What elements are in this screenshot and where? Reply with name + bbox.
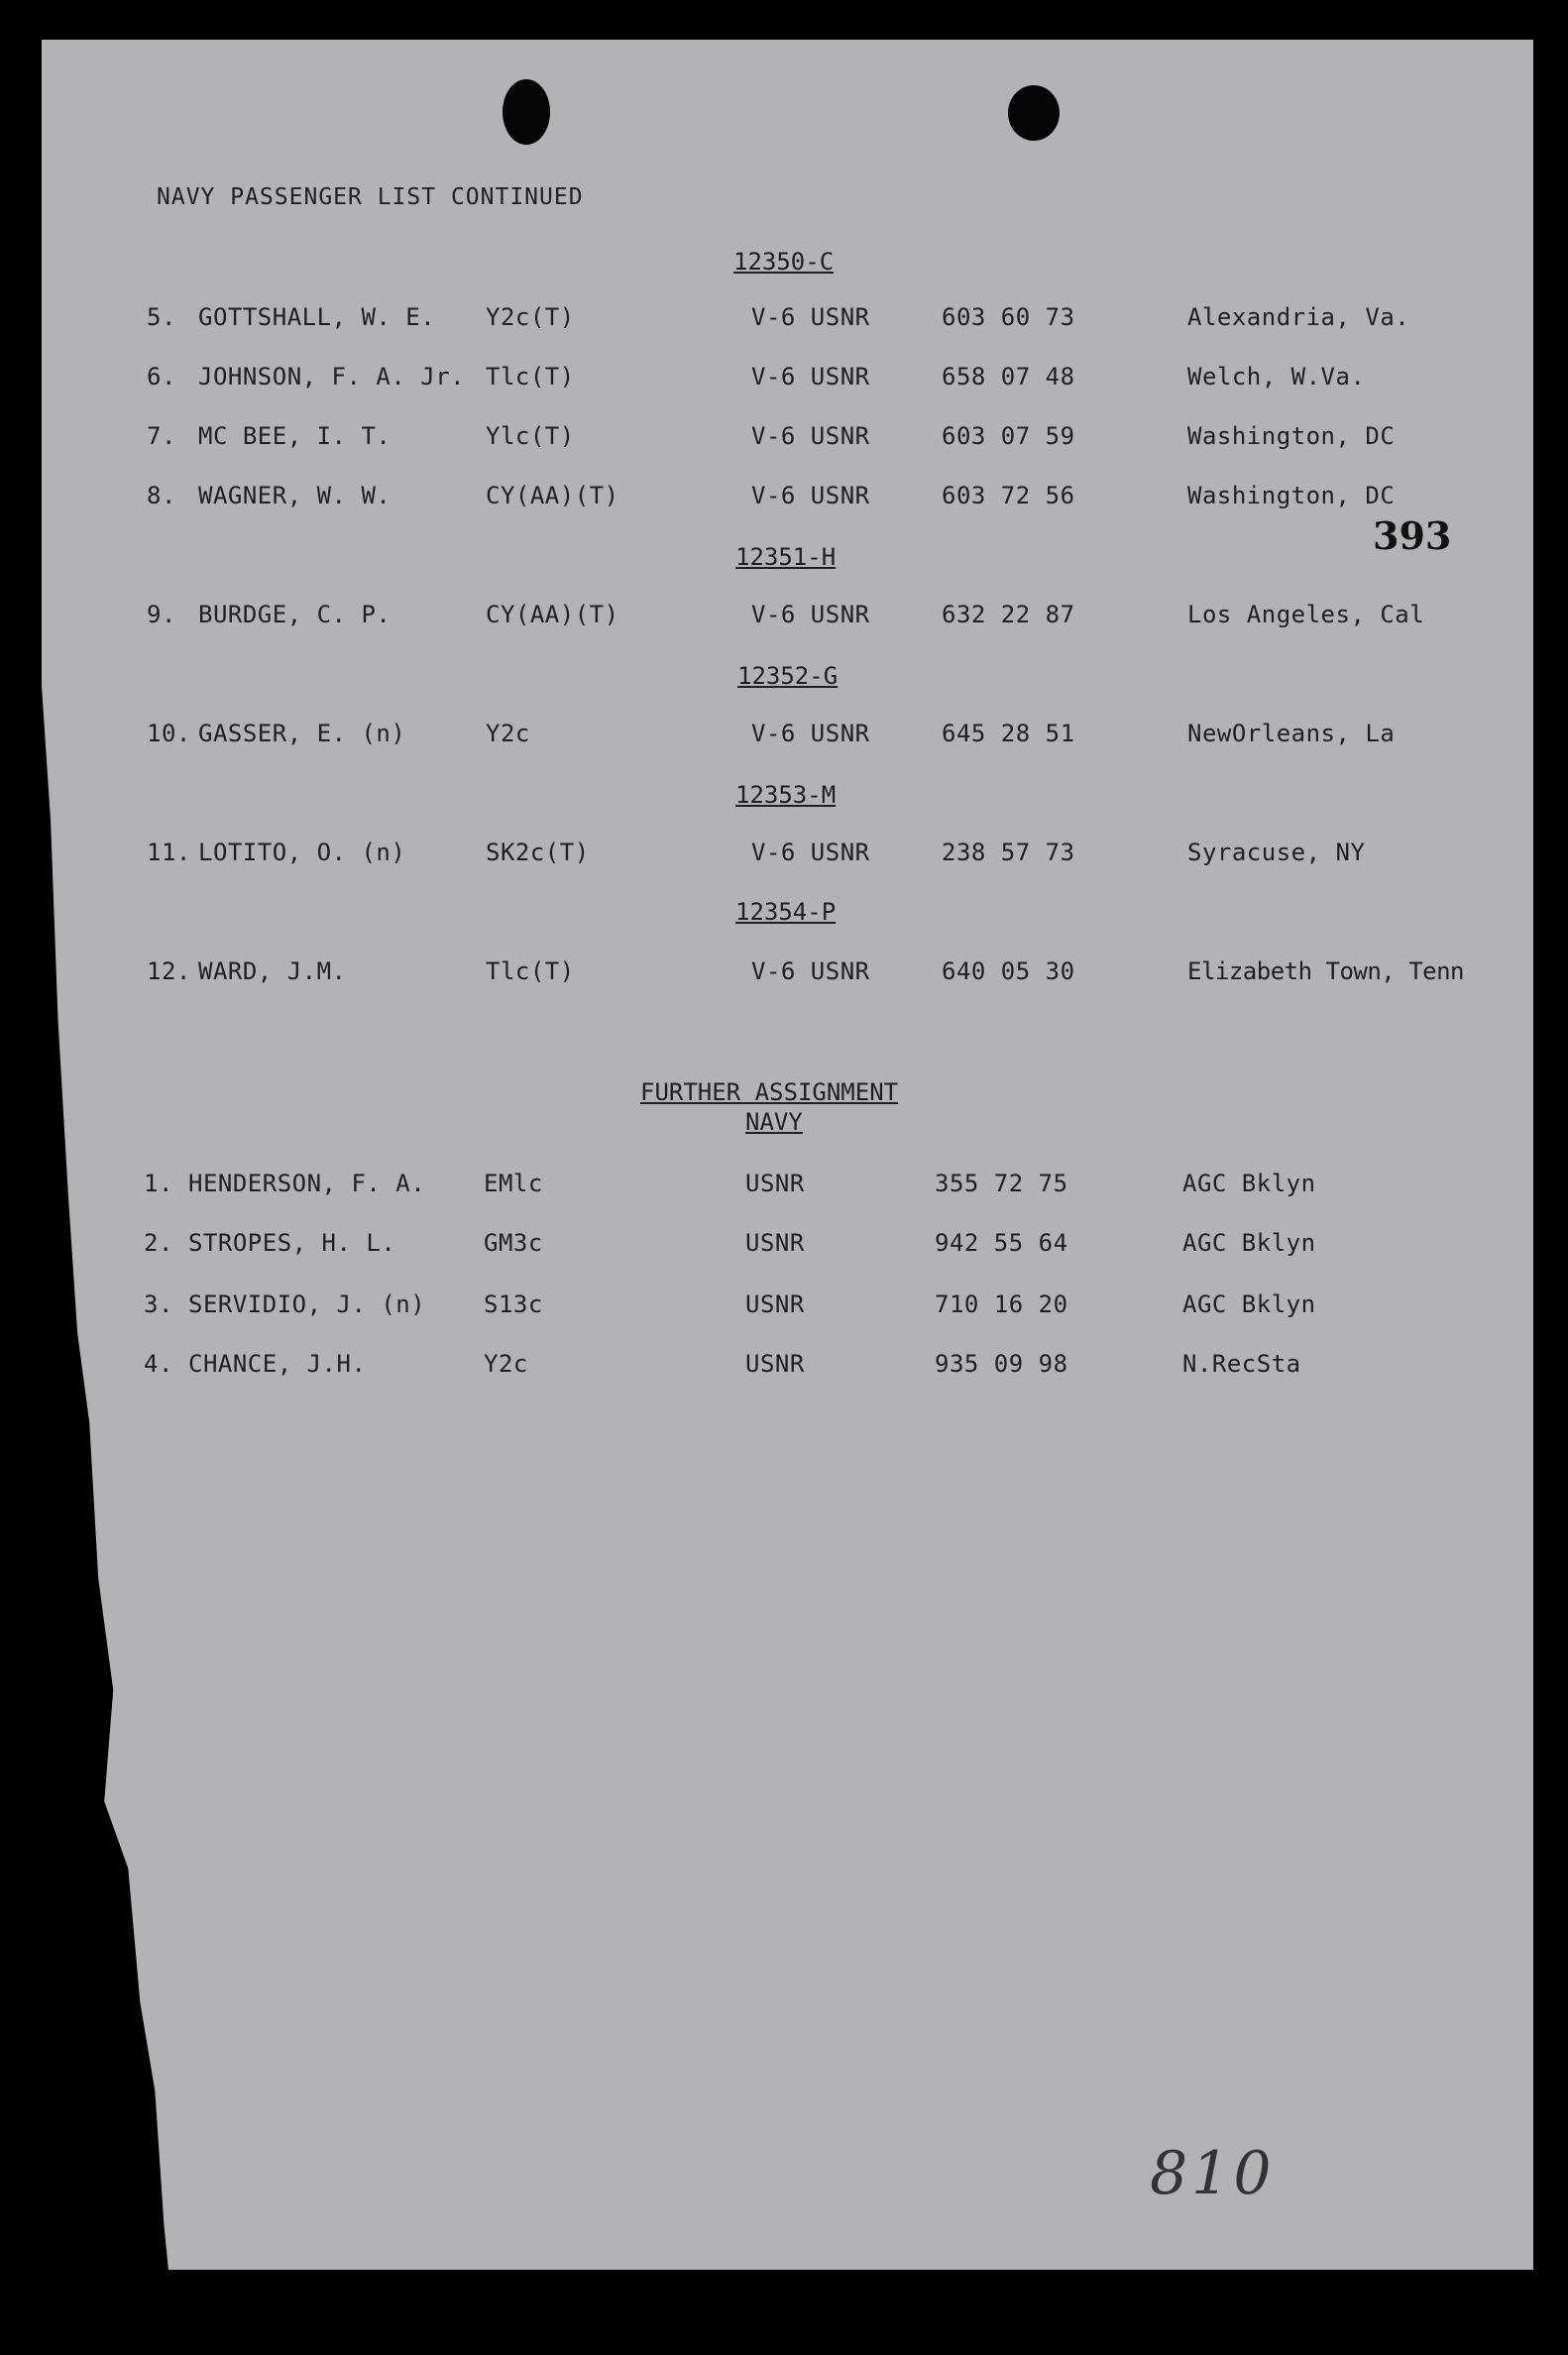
entry-service-number: 942 55 64 <box>935 1229 1068 1257</box>
entry-name: STROPES, H. L. <box>188 1229 396 1257</box>
entry-class: USNR <box>745 1350 805 1378</box>
punch-hole-left <box>503 79 550 145</box>
entry-home: N.RecSta <box>1182 1350 1301 1378</box>
punch-hole-right <box>1008 85 1060 141</box>
entry-name: SERVIDIO, J. (n) <box>188 1290 426 1318</box>
entry-number: 4. <box>144 1350 173 1378</box>
entry-name: WARD, J.M. <box>198 957 347 985</box>
entry-class: V-6 USNR <box>751 422 870 450</box>
page-number: 393 <box>1373 513 1452 558</box>
entry-service-number: 658 07 48 <box>942 363 1075 391</box>
entry-rate: S13c <box>484 1290 543 1318</box>
entry-class: V-6 USNR <box>751 303 870 331</box>
entry-name: GASSER, E. (n) <box>198 720 406 747</box>
entry-service-number: 710 16 20 <box>935 1290 1068 1318</box>
entry-service-number: 645 28 51 <box>942 720 1075 747</box>
entry-class: V-6 USNR <box>751 957 870 985</box>
entry-number: 7. <box>147 422 176 450</box>
entry-rate: Tlc(T) <box>486 957 575 985</box>
entry-number: 5. <box>147 303 176 331</box>
entry-name: WAGNER, W. W. <box>198 482 392 509</box>
entry-number: 11. <box>147 839 191 866</box>
entry-name: LOTITO, O. (n) <box>198 839 406 866</box>
entry-home: Welch, W.Va. <box>1187 363 1366 391</box>
entry-class: V-6 USNR <box>751 601 870 628</box>
entry-service-number: 640 05 30 <box>942 957 1075 985</box>
entry-service-number: 603 07 59 <box>942 422 1075 450</box>
entry-service-number: 632 22 87 <box>942 601 1075 628</box>
entry-rate: EMlc <box>484 1170 543 1197</box>
entry-class: USNR <box>745 1170 805 1197</box>
group-code: 12353-M <box>735 781 837 809</box>
section-subheading: NAVY <box>745 1108 803 1136</box>
entry-home: Syracuse, NY <box>1187 839 1366 866</box>
entry-number: 9. <box>147 601 176 628</box>
entry-rate: Ylc(T) <box>486 422 575 450</box>
entry-class: V-6 USNR <box>751 363 870 391</box>
entry-rate: Y2c <box>484 1350 528 1378</box>
group-code: 12352-G <box>737 662 839 690</box>
entry-home: Los Angeles, Cal <box>1187 601 1425 628</box>
entry-name: GOTTSHALL, W. E. <box>198 303 436 331</box>
entry-name: BURDGE, C. P. <box>198 601 392 628</box>
entry-home: AGC Bklyn <box>1182 1170 1316 1197</box>
entry-rate: CY(AA)(T) <box>486 482 619 509</box>
entry-service-number: 935 09 98 <box>935 1350 1068 1378</box>
entry-rate: SK2c(T) <box>486 839 590 866</box>
entry-home: NewOrleans, La <box>1187 720 1396 747</box>
entry-home: Elizabeth Town, Tenn <box>1187 957 1464 985</box>
entry-number: 2. <box>144 1229 173 1257</box>
entry-home: Alexandria, Va. <box>1187 303 1410 331</box>
entry-number: 1. <box>144 1170 173 1197</box>
entry-rate: Y2c <box>486 720 530 747</box>
entry-class: USNR <box>745 1290 805 1318</box>
entry-class: V-6 USNR <box>751 482 870 509</box>
entry-rate: CY(AA)(T) <box>486 601 619 628</box>
entry-class: V-6 USNR <box>751 720 870 747</box>
entry-number: 3. <box>144 1290 173 1318</box>
entry-class: V-6 USNR <box>751 839 870 866</box>
section-heading: FURTHER ASSIGNMENT <box>640 1078 899 1106</box>
entry-number: 6. <box>147 363 176 391</box>
group-code: 12351-H <box>735 543 837 571</box>
entry-class: USNR <box>745 1229 805 1257</box>
entry-home: AGC Bklyn <box>1182 1229 1316 1257</box>
entry-name: MC BEE, I. T. <box>198 422 392 450</box>
entry-rate: Y2c(T) <box>486 303 575 331</box>
entry-name: CHANCE, J.H. <box>188 1350 367 1378</box>
entry-service-number: 238 57 73 <box>942 839 1075 866</box>
document-title: NAVY PASSENGER LIST CONTINUED <box>157 184 584 210</box>
entry-service-number: 603 72 56 <box>942 482 1075 509</box>
handwritten-number: 810 <box>1150 2139 1276 2208</box>
entry-name: HENDERSON, F. A. <box>188 1170 426 1197</box>
entry-service-number: 603 60 73 <box>942 303 1075 331</box>
entry-home: Washington, DC <box>1187 482 1396 509</box>
entry-home: Washington, DC <box>1187 422 1396 450</box>
entry-number: 12. <box>147 957 191 985</box>
entry-rate: Tlc(T) <box>486 363 575 391</box>
entry-service-number: 355 72 75 <box>935 1170 1068 1197</box>
group-code: 12354-P <box>735 898 837 926</box>
entry-rate: GM3c <box>484 1229 543 1257</box>
group-code: 12350-C <box>733 248 835 276</box>
entry-home: AGC Bklyn <box>1182 1290 1316 1318</box>
entry-name: JOHNSON, F. A. Jr. <box>198 363 466 391</box>
entry-number: 10. <box>147 720 191 747</box>
entry-number: 8. <box>147 482 176 509</box>
